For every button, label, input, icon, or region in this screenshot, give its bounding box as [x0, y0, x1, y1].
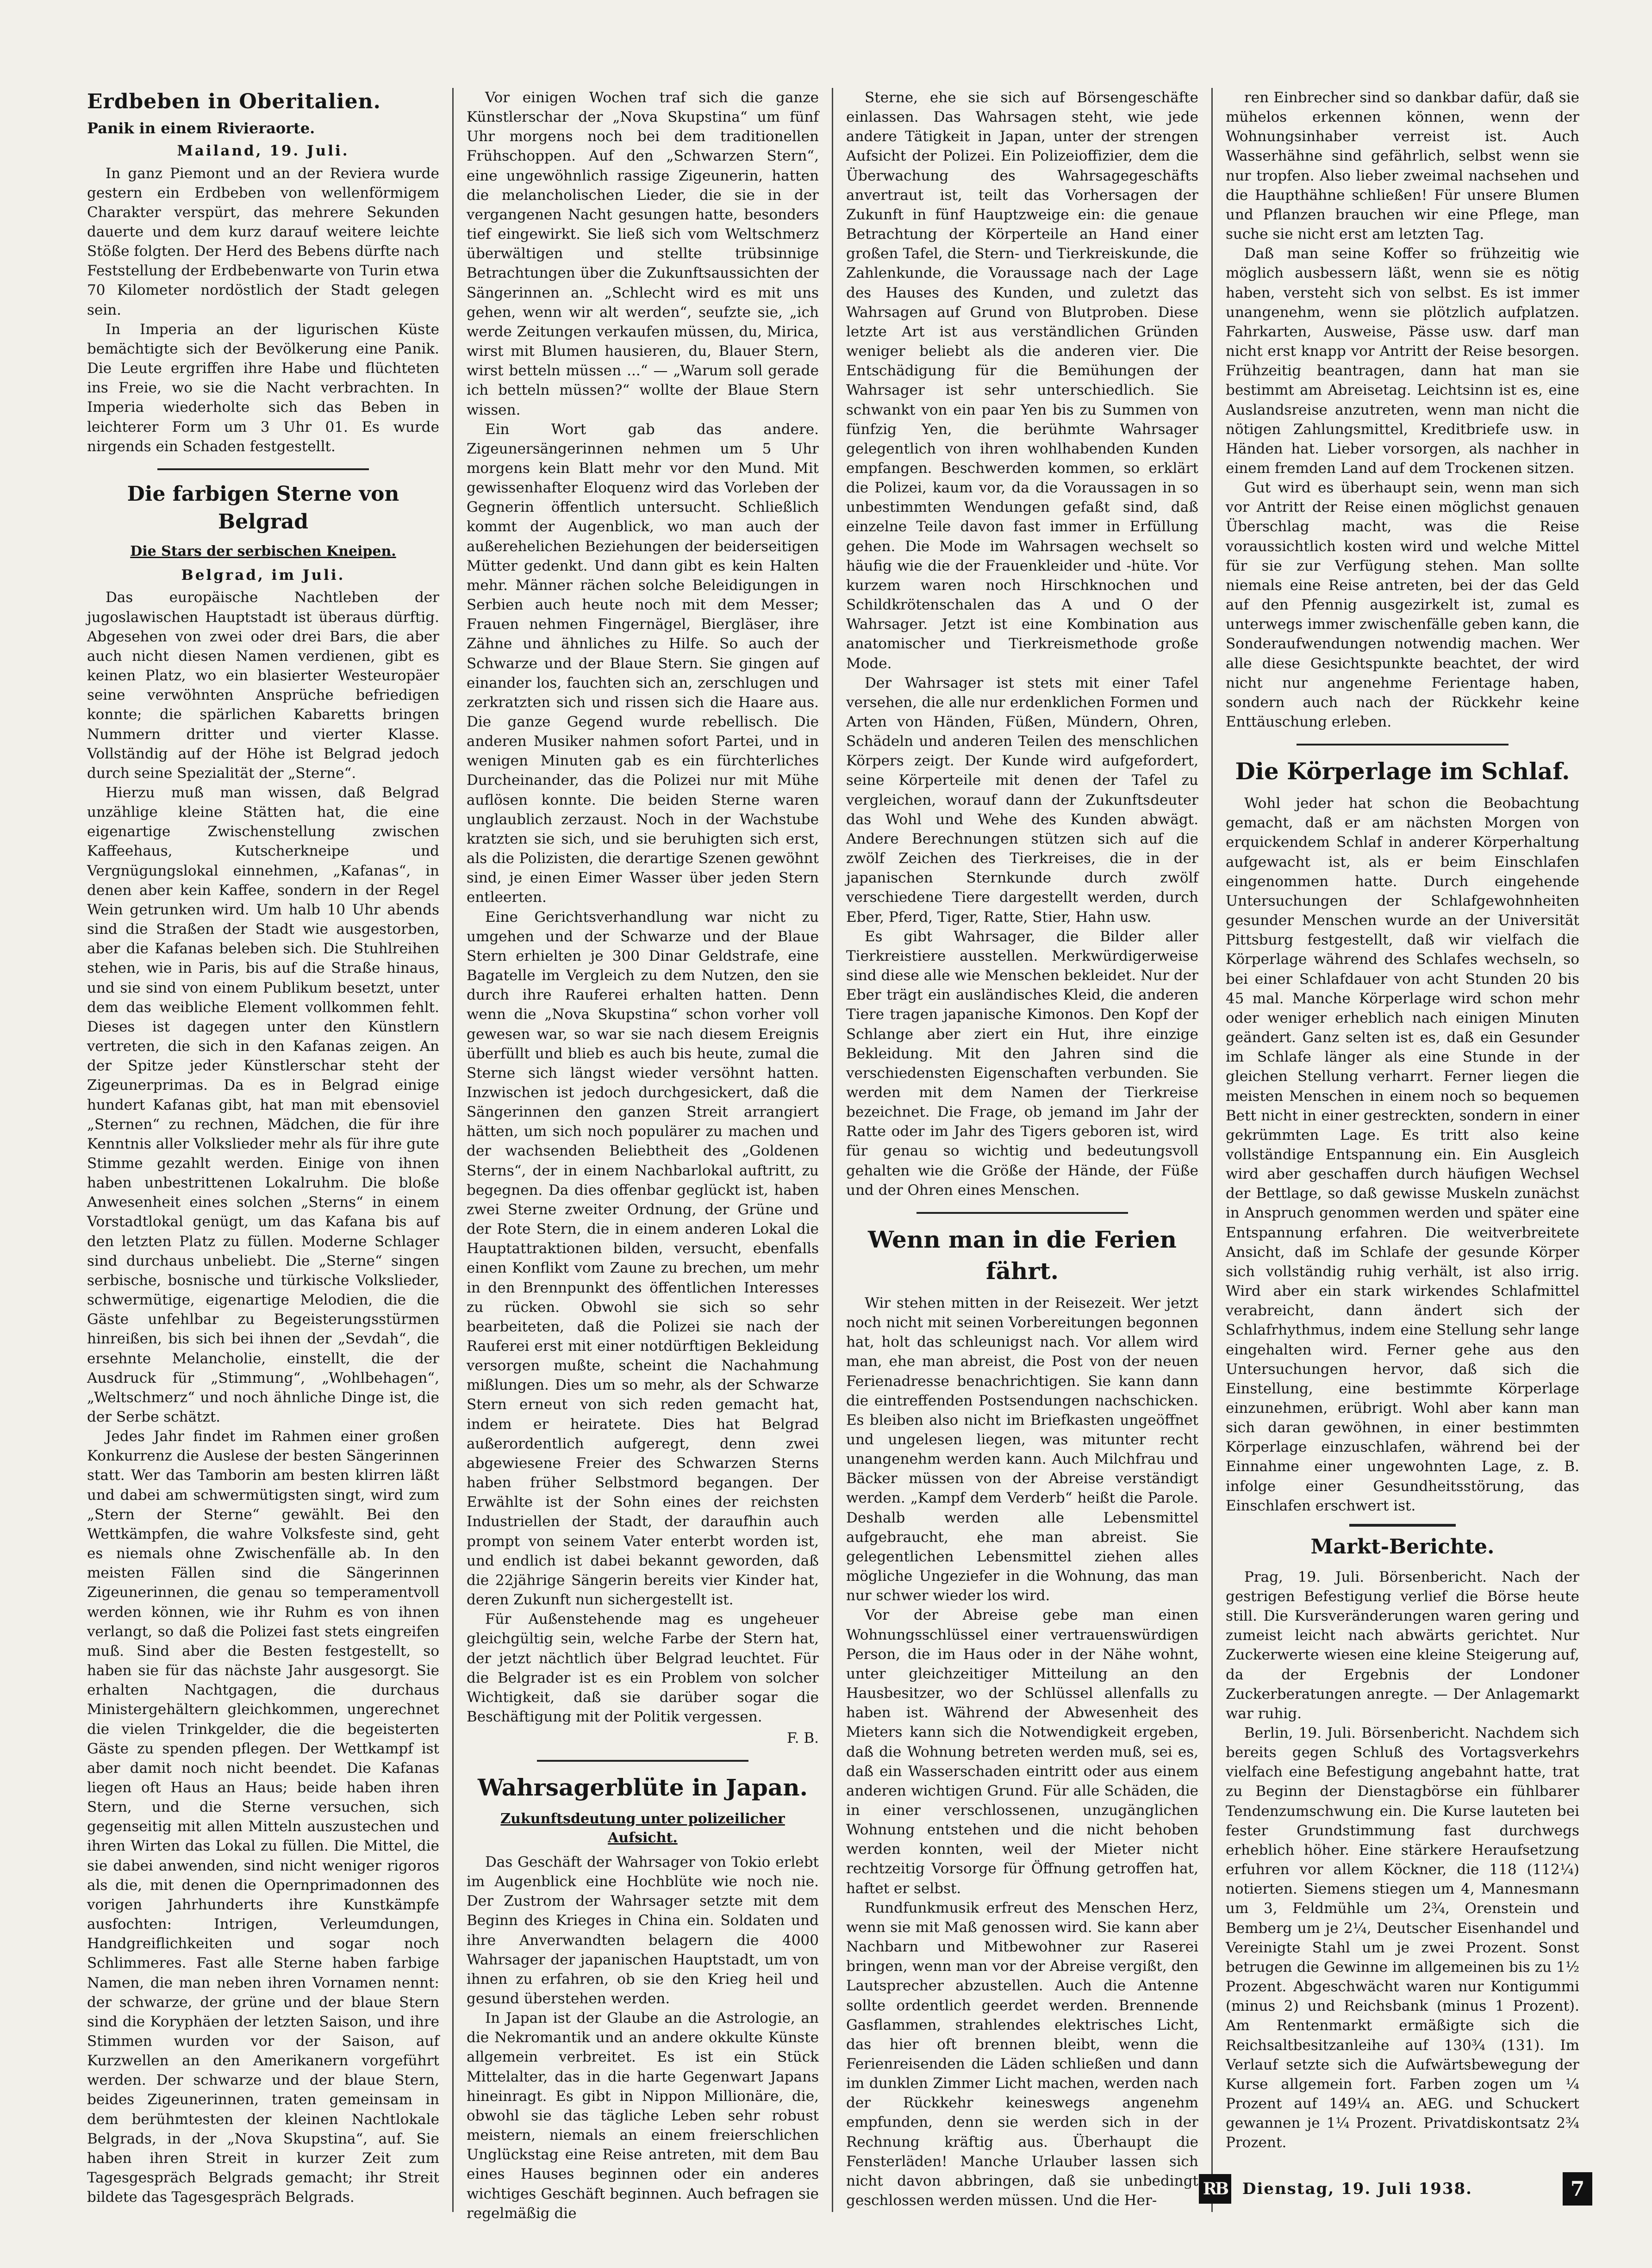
- article-subtitle-wahrsager: Zukunftsdeutung unter polizeilicher Aufsicht.: [500, 1811, 785, 1846]
- paragraph: Vor der Abreise gebe man einen Wohnungsschlüssel einer vertrauenswürdigen Person, die im Haus oder in der Nähe wohnt, unter gleichzeitiger Mitteilung an den Hausbesitzer, wo der Schlüssel allenfalls zu haben ist. Während der Abwesenheit des Mieters kann sich die Notwendigkeit ergeben, daß die Wohnung betreten werden muß, sei es, daß ein Wasserschaden eintritt oder aus einem anderen wichtigen Grund. Für alle Schäden, die in einer verschlossenen, unzugänglichen Wohnung entstehen und die nicht behoben werden konnten, weil der Mieter nicht rechtzeitig Vorsorge für Öffnung getroffen hat, haftet er selbst.: [846, 1607, 1198, 1897]
- column-1: [74, 88, 454, 2212]
- dateline-mailand: Mailand, 19. Juli.: [177, 143, 349, 160]
- article-title-sterne: Die farbigen Sterne von Belgrad: [127, 482, 399, 534]
- article-title-erdbeben: Erdbeben in Oberitalien.: [87, 90, 381, 113]
- paragraph: Vor einigen Wochen traf sich die ganze Künstlerschar der „Nova Skupstina“ um fünf Uhr morgens noch bei dem traditionellen Frühschoppen. Auf den „Schwarzen Stern“, eine ungewöhnlich rassige Zigeunerin, hatten die melancholischen Lieder, die sie in der vergangenen Nacht gesungen hatte, besonders tief eingewirkt. Sie ließ sich vom Weltschmerz überwältigen und stellte trübsinnige Betrachtungen über die Zukunftsaussichten der Sängerinnen an. „Schlecht wird es mit uns gehen, wenn wir alt werden“, seufzte sie, „ich werde Zeitungen verkaufen müssen, du, Mirica, wirst mit Blumen hausieren, du, Blauer Stern, wirst betteln müssen ...“ — „Warum soll gerade ich betteln müssen?“ wollte der Blaue Stern wissen.: [467, 89, 819, 418]
- divider: [916, 1212, 1128, 1214]
- divider: [1349, 1524, 1455, 1527]
- issue-date: Dienstag, 19. Juli 1938.: [1242, 2180, 1473, 2198]
- article-title-ferien: Wenn man in die Ferien fährt.: [867, 1225, 1177, 1285]
- page-footer: [1199, 2170, 1592, 2207]
- paragraph: ren Einbrecher sind so dankbar dafür, daß sie mühelos erkennen können, wenn der Wohnungsinhaber verreist ist. Auch Wasserhähne sind gefährlich, selbst wenn sie nur tropfen. Also lieber zweimal nachsehen und die Haupthähne schließen! Für unsere Blumen und Pflanzen brauchen wir eine Pflege, man suche sie nicht erst am letzten Tag.: [1226, 89, 1579, 243]
- newspaper-page: [74, 88, 1592, 2222]
- divider: [157, 468, 369, 470]
- author-signature: F. B.: [786, 1730, 819, 1747]
- article-subtitle-sterne: Die Stars der serbischen Kneipen.: [130, 543, 396, 559]
- paragraph: Berlin, 19. Juli. Börsenbericht. Nachdem sich bereits gegen Schluß des Vortagsverkehrs vielfach eine Befestigung angebahnt hatte, trat zu Beginn der Dienstagbörse ein fühlbarer Tendenzumschwung ein. Die Kurse lauteten bei fester Grundstimmung fast durchwegs erheblich höher. Eine stärkere Heraufsetzung erfuhren vor allem Köckner, die 118 (112¼) notierten. Siemens stiegen um 4, Mannesmann um 3, Feldmühle um 2¾, Orenstein und Bemberg um je 2¼, Deutscher Eisenhandel und Vereinigte Stahl um je zwei Prozent. Sonst betrugen die Gewinne im allgemeinen bis zu 1½ Prozent. Abgeschwächt waren nur Kontigummi (minus 2) und Reichsbank (minus 1 Prozent). Am Rentenmarkt ermäßigte sich die Reichsaltbesitzanleihe auf 130¾ (131). Im Verlauf setzte sich die Aufwärtsbewegung der Kurse allgemein fort. Farben zogen um ¼ Prozent auf 149¼ an. AEG. und Schuckert gewannen je 1¼ Prozent. Privatdiskontsatz 2¾ Prozent.: [1226, 1725, 1579, 2151]
- paragraph: Für Außenstehende mag es ungeheuer gleichgültig sein, welche Farbe der Stern hat, der jetzt nächtlich über Belgrad leuchtet. Für die Belgrader ist es ein Problem von solcher Wichtigkeit, daß sie darüber sogar die Beschäftigung mit der Politik vergessen.: [467, 1611, 819, 1725]
- paragraph: Daß man seine Koffer so frühzeitig wie möglich ausbessern läßt, wenn sie es nötig haben, versteht sich von selbst. Es ist immer unangenehm, wenn sie plötzlich aufplatzen. Fahrkarten, Ausweise, Pässe usw. darf man nicht erst knapp vor Antritt der Reise besorgen. Frühzeitig beantragen, dann hat man sie bestimmt am Abreisetag. Leichtsinn ist es, eine Auslandsreise anzutreten, wenn man nicht die nötigen Zahlungsmittel, Kreditbriefe usw. in Händen hat. Lieber vorsorgen, als nachher in einem fremden Land auf dem Trockenen sitzen.: [1226, 245, 1579, 477]
- paragraph: Jedes Jahr findet im Rahmen einer großen Konkurrenz die Auslese der besten Sängerinnen statt. Wer das Tamborin am besten klirren läßt und dabei am schwermütigsten singt, wird zum „Stern der Sterne“ gewählt. Bei den Wettkämpfen, die wahre Volksfeste sind, geht es niemals ohne Zwischenfälle ab. In den meisten Fällen sind die Sängerinnen Zigeunerinnen, die genau so temperamentvoll werden können, wie ihr Ruhm es von ihnen verlangt, so daß die Polizei fast stets eingreifen muß. Sind aber die Besten festgestellt, so haben sie für das nächste Jahr ausgesorgt. Sie erhalten Nachtgagen, die durchaus Ministergehältern gleichkommen, ungerechnet die vielen Trinkgelder, die die begeisterten Gäste zu spenden pflegen. Der Wettkampf ist aber damit noch nicht beendet. Die Kafanas liegen oft Haus an Haus; beide haben ihren Stern, und die Sterne versuchen, sich gegenseitig mit allen Mitteln auszustechen und ihren Wirten das Lokal zu füllen. Die Mittel, die sie dabei anwenden, sind nicht weniger rigoros als die, mit denen die Opernprimadonnen des vorigen Jahrhunderts ihre Kunstkämpfe ausfochten: Intrigen, Verleumdungen, Handgreiflichkeiten und sogar noch Schlimmeres. Fast alle Sterne haben farbige Namen, die man neben ihren Vornamen nennt: der schwarze, der grüne und der blaue Stern sind die Koryphäen der letzten Saison, und ihre Stimmen wurden vor der Saison, auf Kurzwellen an den Amerikanern vorgeführt werden. Der schwarze und der blaue Stern, beides Zigeunerinnen, traten gemeinsam in dem berühmtesten der kleinen Nachtlokale Belgrads, in der „Nova Skupstina“, auf. Sie haben ihren Streit in kurzer Zeit zum Tagesgespräch Belgrads gemacht; ihr Streit bildete das Tagesgespräch Belgrads.: [87, 1428, 439, 2206]
- divider: [537, 1760, 748, 1762]
- newspaper-logo: RB: [1199, 2174, 1231, 2204]
- column-4: [1213, 88, 1592, 2212]
- paragraph: Gut wird es überhaupt sein, wenn man sich vor Antritt der Reise einen möglichst genauen Überschlag macht, was die Reise voraussichtlich kosten wird und welche Mittel für sie zur Verfügung stehen. Man sollte niemals eine Reise antreten, bei der das Geld auf den Pfennig ausgezirkelt ist, zumal es unterwegs immer zwischenfälle geben kann, die Sonderaufwendungen notwendig machen. Wer alle diese Gesichtspunkte beachtet, der wird nicht nur angenehme Ferientage haben, sondern auch nach der Rückkehr keine Enttäuschung erleben.: [1226, 479, 1579, 730]
- article-title-koerperlage: Die Körperlage im Schlaf.: [1235, 758, 1570, 785]
- paragraph: Eine Gerichtsverhandlung war nicht zu umgehen und der Schwarze und der Blaue Stern erhielten je 300 Dinar Geldstrafe, eine Bagatelle im Vergleich zu dem Nutzen, den sie durch ihre Rauferei erhalten hatten. Denn wenn die „Nova Skupstina“ schon vorher voll gewesen war, so war sie nach diesem Ereignis überfüllt und blieb es auch bis heute, zumal die Sterne sich längst wieder versöhnt hatten. Inzwischen ist jedoch durchgesickert, daß die Sängerinnen den ganzen Streit arrangiert hätten, um sich noch populärer zu machen und der wachsenden Beliebtheit des „Goldenen Sterns“, der in einem Nachbarlokal auftritt, zu begegnen. Da dies offenbar geglückt ist, haben zwei Sterne zweiter Ordnung, der Grüne und der Rote Stern, die in einem anderen Lokal die Hauptattraktionen bilden, versucht, ebenfalls einen Konflikt vom Zaune zu brechen, um mehr in den Brennpunkt des öffentlichen Interesses zu rücken. Obwohl sie sich so sehr bearbeiteten, daß die Polizei sie nach der Rauferei erst mit einer notdürftigen Bekleidung versorgen mußte, scheint die Nachahmung mißlungen. Dies um so mehr, als der Schwarze Stern erneut von sich reden gemacht hat, indem er heiratete. Dies hat Belgrad außerordentlich aufgeregt, denn zwei abgewiesene Freier des Schwarzen Sterns haben früher Selbstmord begangen. Der Erwählte ist der Sohn eines der reichsten Industriellen der Stadt, der daraufhin auch prompt von seinem Vater enterbt worden ist, und endlich ist dabei bekannt geworden, daß die 22jährige Sängerin bereits vier Kinder hat, deren Zukunft nun sichergestellt ist.: [467, 908, 819, 1609]
- paragraph: Rundfunkmusik erfreut des Menschen Herz, wenn sie mit Maß genossen wird. Sie kann aber Nachbarn und Mitbewohner zur Raserei bringen, wenn man vor der Abreise vergißt, den Lautsprecher abzustellen. Auch die Antenne sollte ordentlich geerdet werden. Brennende Gasflammen, strahlendes elektrisches Licht, das hier oft brennen bleibt, wenn die Ferienreisenden die Läden schließen und dann im dunklen Zimmer Licht machen, werden nach der Rückkehr keineswegs angenehm empfunden, denn sie werden sich in der Rechnung kräftig aus. Überhaupt die Fensterläden! Manche Urlauber lassen sich nicht davon abbringen, daß sie unbedingt geschlossen werden müssen. Und die Her-: [846, 1899, 1198, 2209]
- paragraph: Das europäische Nachtleben der jugoslawischen Hauptstadt ist überaus dürftig. Abgesehen von zwei oder drei Bars, die aber auch nicht diesen Namen verdienen, gibt es keinen Platz, wo ein blasierter Westeuropäer seine verwöhnten Ansprüche befriedigen konnte; die spärlichen Kabaretts bringen Nummern dritter und vierter Klasse. Vollständig auf der Höhe ist Belgrad jedoch durch seine Spezialität der „Sterne“.: [87, 589, 439, 782]
- column-3: [833, 88, 1213, 2212]
- paragraph: Prag, 19. Juli. Börsenbericht. Nach der gestrigen Befestigung verlief die Börse heute still. Die Kursveränderungen waren gering und zumeist leicht nach abwärts gerichtet. Nur Zuckerwerte wiesen eine kleine Steigerung auf, da der Ergebnis der Londoner Zuckerberatungen anregte. — Der Anlagemarkt war ruhig.: [1226, 1568, 1579, 1722]
- paragraph: In ganz Piemont und an der Reviera wurde gestern ein Erdbeben von wellenförmigem Charakter verspürt, das mehrere Sekunden dauerte und dem kurz darauf weitere leichte Stöße folgten. Der Herd des Bebens dürfte nach Feststellung der Erdbebenwarte von Turin etwa 70 Kilometer nordöstlich der Stadt gelegen sein.: [87, 165, 439, 318]
- article-title-wahrsager: Wahrsagerblüte in Japan.: [477, 1774, 808, 1802]
- dateline-belgrad: Belgrad, im Juli.: [181, 567, 345, 584]
- paragraph: Wir stehen mitten in der Reisezeit. Wer jetzt noch nicht mit seinen Vorbereitungen begonnen hat, holt das schleunigst nach. Vor allem wird man, ehe man abreist, die Post von der neuen Ferienadresse benachrichtigen. Sie kann dann die eintreffenden Postsendungen nachschicken. Es bleiben also nicht im Briefkasten ungeöffnet und ungelesen liegen, was mitunter recht unangenehm werden kann. Auch Milchfrau und Bäcker müssen von der Abreise verständigt werden. „Kampf dem Verderb“ heißt die Parole. Deshalb werden alle Lebensmittel aufgebraucht, ehe man abreist. Sie gelegentlichen Lebensmittel ziehen alles mögliche Ungeziefer in die Wohnung, das man nur schwer wieder los wird.: [846, 1294, 1198, 1604]
- paragraph: Wohl jeder hat schon die Beobachtung gemacht, daß er am nächsten Morgen von erquickendem Schlaf in anderer Körperhaltung aufgewacht ist, als er beim Einschlafen eingenommen hatte. Durch eingehende Untersuchungen der Schlafgewohnheiten gesunder Menschen wurde an der Universität Pittsburg festgestellt, daß wir vielfach die Körperlage während des Schlafes wechseln, so bei einer Schlafdauer von acht Stunden 20 bis 45 mal. Manche Körperlage wird schon mehr oder weniger erheblich nach einigen Minuten geändert. Ganz selten ist es, daß ein Gesunder im Schlafe länger als eine Stunde in der gleichen Stellung verharrt. Ferner liegen die meisten Menschen in einem noch so bequemen Bett nicht in einer gestreckten, sondern in einer gekrümmten Lage. Es tritt also keine vollständige Entspannung ein. Ein Ausgleich wird aber geschaffen durch häufigen Wechsel der Bettlage, so daß gewisse Muskeln zunächst in Anspruch genommen werden und später eine Entspannung erfahren. Die weitverbreitete Ansicht, daß im Schlafe der gesunde Körper sich vollständig ruhig verhält, ist also irrig. Wird aber ein stark wirkendes Schlafmittel verabreicht, dann ändert sich der Schlafrhythmus, indem eine Stellung sehr lange eingehalten wird. Ferner gehe aus den Untersuchungen hervor, daß sich die Einstellung, eine bestimmte Körperlage einzunehmen, erübrigt. Wohl aber kann man sich daran gewöhnen, in einer bestimmten Körperlage einzuschlafen, während bei der Einnahme einer ungewohnten Lage, z. B. infolge einer Gesundheitsstörung, das Einschlafen erschwert ist.: [1226, 795, 1579, 1514]
- paragraph: In Japan ist der Glaube an die Astrologie, an die Nekromantik und an andere okkulte Künste allgemein verbreitet. Es ist ein Stück Mittelalter, das in die harte Gegenwart Japans hineinragt. Es gibt in Nippon Millionäre, die, obwohl sie das tägliche Leben sehr robust meistern, niemals an einem freierschlichen Unglückstag eine Reise antreten, mit dem Bau eines Hauses beginnen oder ein anderes wichtiges Geschäft beginnen. Auch befragen sie regelmäßig die: [467, 2010, 819, 2222]
- paragraph: Es gibt Wahrsager, die Bilder aller Tierkreistiere ausstellen. Merkwürdigerweise sind diese alle wie Menschen bekleidet. Nur der Eber trägt ein ausländisches Kleid, die anderen Tiere tragen japanische Kimonos. Den Kopf der Schlange aber ziert ein Hut, ihre einzige Bekleidung. Mit den Jahren sind die verschiedensten Eigenschaften verbunden. Sie werden mit dem Namen der Tierkreise bezeichnet. Die Frage, ob jemand im Jahr der Ratte oder im Jahr des Tigers geboren ist, wird für genau so wichtig und bedeutungsvoll gehalten wie die Größe der Hände, der Füße und der Ohren eines Menschen.: [846, 928, 1198, 1199]
- page-number: 7: [1563, 2172, 1592, 2206]
- article-title-marktberichte: Markt-Berichte.: [1310, 1535, 1495, 1559]
- paragraph: In Imperia an der ligurischen Küste bemächtigte sich der Bevölkerung eine Panik. Die Leute ergriffen ihre Habe und flüchteten ins Freie, wo sie die Nacht verbrachten. In Imperia wiederholte sich das Beben in leichterer Form um 3 Uhr 01. Es wurde nirgends ein Schaden festgestellt.: [87, 321, 439, 455]
- paragraph: Das Geschäft der Wahrsager von Tokio erlebt im Augenblick eine Hochblüte wie noch nie. Der Zustrom der Wahrsager setzte mit dem Beginn des Krieges in China ein. Soldaten und ihre Anverwandten belagern die 4000 Wahrsager der japanischen Hauptstadt, um von ihnen zu erfahren, ob sie den Krieg heil und gesund überstehen werden.: [467, 1853, 819, 2007]
- paragraph: Sterne, ehe sie sich auf Börsengeschäfte einlassen. Das Wahrsagen steht, wie jede andere Tätigkeit in Japan, unter der strengen Aufsicht der Polizei. Ein Polizeioffizier, dem die Überwachung des Wahrsagegeschäfts anvertraut ist, teilt das Vorhersagen der Zukunft in fünf Hauptzweige ein: die genaue Betrachtung der Körperteile an Hand einer großen Tafel, die Stern- und Tierkreiskunde, die Zahlenkunde, die Voraussage nach der Lage des Hauses des Kunden, und zuletzt das Wahrsagen auf Grund von Blutproben. Diese letzte Art ist aus verständlichen Gründen weniger beliebt als die anderen vier. Die Entschädigung für die Bemühungen der Wahrsager ist sehr unterschiedlich. Sie schwankt von ein paar Yen bis zu Summen von fünfzig Yen, die berühmte Wahrsager gelegentlich von ihren wohlhabenden Kunden empfangen. Beschwerden kommen, so erklärt die Polizei, kaum vor, da die Voraussagen in so unbestimmten Wendungen gefaßt sind, daß einzelne Teile davon fast immer in Erfüllung gehen. Die Mode im Wahrsagen wechselt so häufig wie die der Frauenkleider und -hüte. Vor kurzem waren noch Hirschknochen und Schildkrötenschalen das A und O der Wahrsager. Jetzt ist eine Kombination aus anatomischer und Tierkreismethode große Mode.: [846, 89, 1198, 672]
- divider: [1297, 744, 1509, 746]
- column-2: [454, 88, 833, 2222]
- paragraph: Hierzu muß man wissen, daß Belgrad unzählige kleine Stätten hat, die eine eigenartige Zwischenstellung zwischen Kaffeehaus, Kutscherkneipe und Vergnügungslokal einnehmen, „Kafanas“, in denen aber kein Kaffee, sondern in der Regel Wein getrunken wird. Um halb 10 Uhr abends sind die Straßen der Stadt wie ausgestorben, aber die Kafanas beleben sich. Die Stuhlreihen stehen, wie in Paris, bis auf die Straße hinaus, und sie sind von einem Publikum besetzt, unter dem das weibliche Element vollkommen fehlt. Dieses ist dagegen unter den Künstlern vertreten, die sich in den Kafanas zeigen. An der Spitze jeder Künstlerschar steht der Zigeunerprimas. Da es in Belgrad einige hundert Kafanas gibt, hat man mit ebensoviel „Sternen“ zu rechnen, Mädchen, die für ihre Kenntnis aller Volkslieder mehr als für ihre gute Stimme gezahlt werden. Einige von ihnen haben unbestrittenen Lokalruhm. Die bloße Anwesenheit eines solchen „Sterns“ in einem Vorstadtlokal genügt, um das Kafana bis auf den letzten Platz zu füllen. Moderne Schlager sind durchaus unbeliebt. Die „Sterne“ singen serbische, bosnische und türkische Volkslieder, schwermütige, eigenartige Melodien, die die Gäste unfehlbar zu Begeisterungsstürmen hinreißen, bis sich bei ihnen der „Sevdah“, die ersehnte Melancholie, einstellt, die der Ausdruck für „Stimmung“, „Wohlbehagen“, „Weltschmerz“ und noch ähnliche Dinge ist, die der Serbe schätzt.: [87, 784, 439, 1426]
- article-subtitle-erdbeben: Panik in einem Rivieraorte.: [87, 119, 315, 137]
- paragraph: Der Wahrsager ist stets mit einer Tafel versehen, die alle nur erdenklichen Formen und Arten von Händen, Füßen, Mündern, Ohren, Schädeln und anderen Teilen des menschlichen Körpers zeigt. Der Kunde wird aufgefordert, seine Körperteile mit denen der Tafel zu vergleichen, worauf dann der Zukunftsdeuter das Wohl und Wehe des Kunden abwägt. Andere Berechnungen stützen sich auf die zwölf Zeichen des Tierkreises, die in der japanischen Sternkunde durch zwölf verschiedene Tiere dargestellt werden, durch Eber, Pferd, Tiger, Ratte, Stier, Hahn usw.: [846, 674, 1198, 926]
- paragraph: Ein Wort gab das andere. Zigeunersängerinnen nehmen um 5 Uhr morgens kein Blatt mehr vor den Mund. Mit gewissenhafter Eloquenz wird das Vorleben der Gegnerin öffentlich untersucht. Schließlich kommt der Augenblick, wo man auch der außerehelichen Beziehungen der beiderseitigen Mütter gedenkt. Und dann gibt es kein Halten mehr. Männer rächen solche Beleidigungen in Serbien auch heute noch mit dem Messer; Frauen nehmen Fingernägel, Biergläser, ihre Zähne und ähnliches zu Hilfe. So auch der Schwarze und der Blaue Stern. Sie gingen auf einander los, fauchten sich an, zerschlugen und zerkratzten sich und rissen sich die Haare aus. Die ganze Gegend wurde rebellisch. Die anderen Musiker nahmen sofort Partei, und in wenigen Minuten gab es ein fürchterliches Durcheinander, das die Polizei nur mit Mühe auflösen konnte. Die beiden Sterne waren unglaublich zerzaust. Noch in der Wachstube kratzten sie sich, und sie beruhigten sich erst, als die Polizisten, die derartige Szenen gewöhnt sind, je einen Eimer Wasser über jeden Stern entleerten.: [467, 421, 819, 906]
